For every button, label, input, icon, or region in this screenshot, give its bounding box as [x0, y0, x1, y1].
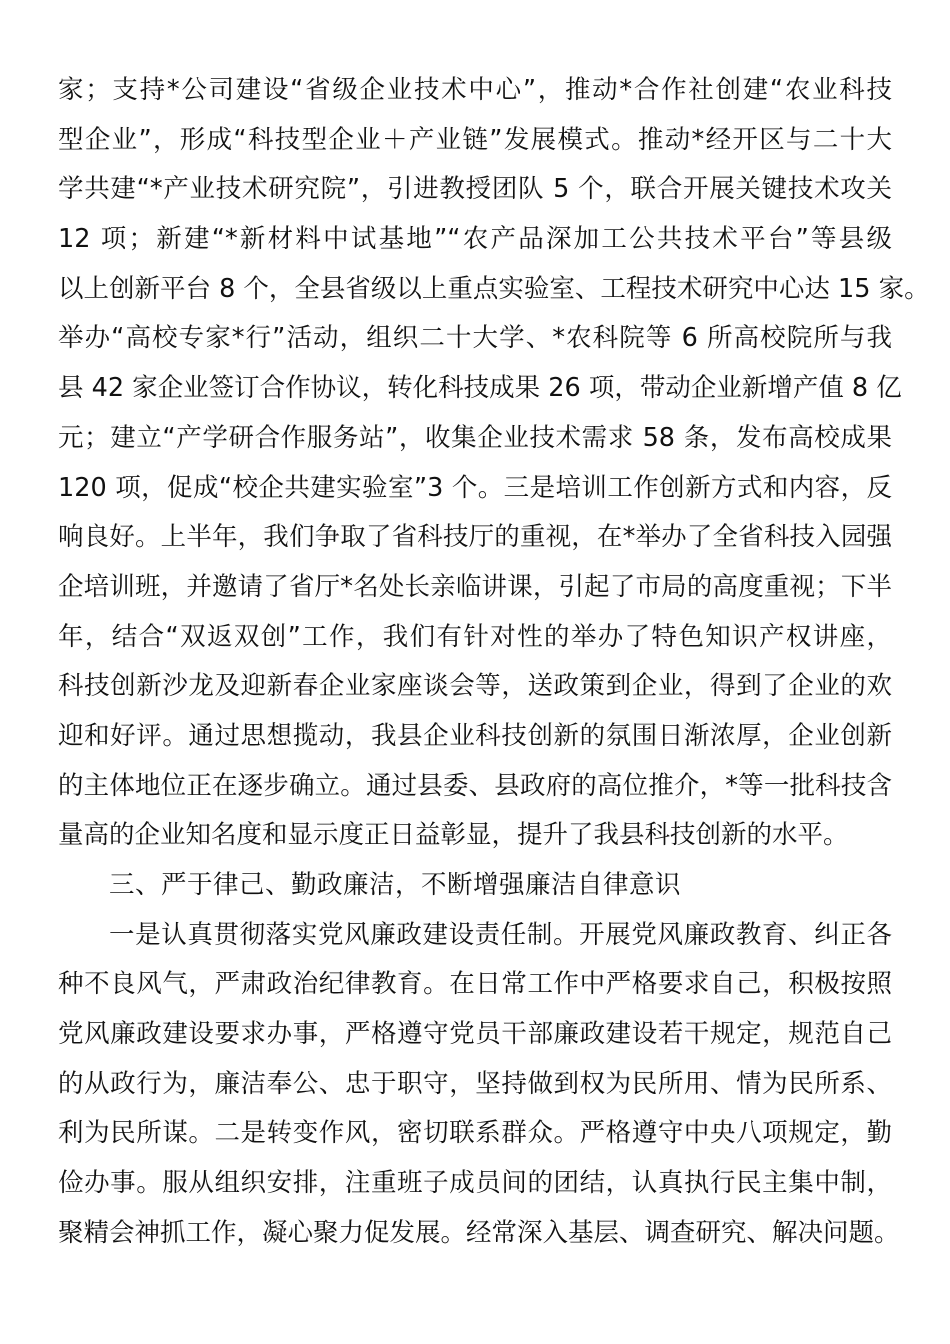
text-line: 科技创新沙龙及迎新春企业家座谈会等，送政策到企业，得到了企业的欢 [58, 671, 892, 702]
text-line: 年，结合“双返双创”工作，我们有针对性的举办了特色知识产权讲座， [58, 621, 892, 652]
text-line: 型企业”，形成“科技型企业＋产业链”发展模式。推动*经开区与二十大 [58, 124, 892, 155]
text-line: 的主体地位正在逐步确立。通过县委、县政府的高位推介，*等一批科技含 [58, 770, 892, 801]
text-line: 120 项，促成“校企共建实验室”3 个。三是培训工作创新方式和内容，反 [58, 472, 892, 503]
text-line: 俭办事。服从组织安排，注重班子成员间的团结，认真执行民主集中制， [58, 1168, 892, 1199]
section-heading: 三、严于律己、勤政廉洁，不断增强廉洁自律意识 [109, 870, 682, 900]
document-body [58, 66, 930, 1259]
text-line: 一是认真贯彻落实党风廉政建设责任制。开展党风廉政教育、纠正各 [109, 919, 892, 950]
text-line: 举办“高校专家*行”活动，组织二十大学、*农科院等 6 所高校院所与我 [58, 323, 892, 354]
text-line: 县 42 家企业签订合作协议，转化科技成果 26 项，带动企业新增产值 8 亿 [58, 373, 902, 404]
text-line: 家；支持*公司建设“省级企业技术中心”，推动*合作社创建“农业科技 [58, 75, 892, 105]
text-line: 12 项；新建“*新材料中试基地”“农产品深加工公共技术平台”等县级 [58, 224, 892, 255]
text-line: 种不良风气，严肃政治纪律教育。在日常工作中严格要求自己，积极按照 [58, 969, 892, 1000]
text-line: 聚精会神抓工作，凝心聚力促发展。经常深入基层、调查研究、解决问题。 [58, 1217, 900, 1248]
text-line: 学共建“*产业技术研究院”，引进教授团队 5 个，联合开展关键技术攻关 [58, 174, 892, 205]
text-line: 响良好。上半年，我们争取了省科技厅的重视，在*举办了全省科技入园强 [58, 522, 892, 553]
text-line: 企培训班，并邀请了省厅*名处长亲临讲课，引起了市局的高度重视；下半 [58, 571, 892, 602]
text-line: 利为民所谋。二是转变作风，密切联系群众。严格遵守中央八项规定，勤 [58, 1118, 892, 1149]
text-line: 量高的企业知名度和显示度正日益彰显，提升了我县科技创新的水平。 [58, 820, 849, 851]
text-line: 元；建立“产学研合作服务站”，收集企业技术需求 58 条，发布高校成果 [58, 422, 892, 453]
text-line: 以上创新平台 8 个，全县省级以上重点实验室、工程技术研究中心达 15 家。 [58, 273, 930, 304]
text-line: 的从政行为，廉洁奉公、忠于职守，坚持做到权为民所用、情为民所系、 [58, 1068, 892, 1099]
text-line: 迎和好评。通过思想揽动，我县企业科技创新的氛围日渐浓厚，企业创新 [58, 720, 892, 751]
text-line: 党风廉政建设要求办事，严格遵守党员干部廉政建设若干规定，规范自己 [58, 1019, 892, 1050]
